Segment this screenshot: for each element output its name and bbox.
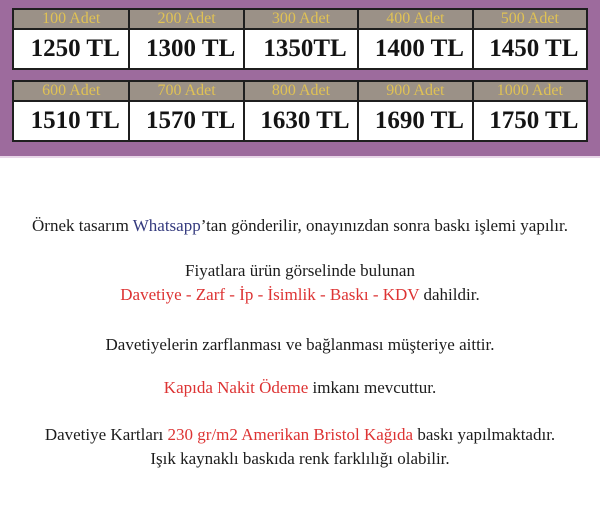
price-table-600-1000 [12, 80, 588, 142]
qty-header-cell: 400 Adet [357, 10, 471, 30]
qty-header-cell: 300 Adet [243, 10, 357, 30]
whatsapp-brand-text: Whatsapp [132, 216, 201, 235]
price-cell: 1750 TL [472, 102, 586, 140]
price-cell: 1300 TL [128, 30, 242, 68]
qty-header-cell: 800 Adet [243, 82, 357, 102]
note-included-items [0, 283, 600, 307]
included-items-highlight: Davetiye - Zarf - İp - İsimlik - Baskı - KDV [120, 285, 420, 304]
note-sample-delivery [0, 214, 600, 238]
qty-header-cell: 700 Adet [128, 82, 242, 102]
note-sample-post: ’tan gönderilir, onayınızdan sonra baskı işlemi yapılır. [200, 216, 568, 235]
qty-header-cell: 100 Adet [14, 10, 128, 30]
paper-highlight: 230 gr/m2 Amerikan Bristol Kağıda [167, 425, 414, 444]
payment-highlight: Kapıda Nakit Ödeme [163, 378, 309, 397]
pricing-banner [0, 0, 600, 158]
note-sample-pre: Örnek tasarım [32, 216, 133, 235]
qty-header-cell: 200 Adet [128, 10, 242, 30]
payment-post: imkanı mevcuttur. [308, 378, 437, 397]
price-cell: 1570 TL [128, 102, 242, 140]
price-table-100-500 [12, 8, 588, 70]
price-cell: 1350TL [243, 30, 357, 68]
qty-header-cell: 600 Adet [14, 82, 128, 102]
price-cell: 1450 TL [472, 30, 586, 68]
paper-post: baskı yapılmaktadır. [413, 425, 556, 444]
note-envelope-responsibility: Davetiyelerin zarflanması ve bağlanması müşteriye aittir. [105, 335, 495, 354]
note-included-intro: Fiyatlara ürün görselinde bulunan [185, 261, 415, 280]
note-paper-type [0, 423, 600, 447]
note-cash-on-delivery [0, 376, 600, 400]
note-color-difference: Işık kaynaklı baskıda renk farklılığı olabilir. [150, 449, 450, 468]
price-cell: 1630 TL [243, 102, 357, 140]
included-items-post: dahildir. [419, 285, 480, 304]
qty-header-cell: 900 Adet [357, 82, 471, 102]
product-notes [0, 214, 600, 471]
price-cell: 1690 TL [357, 102, 471, 140]
price-cell: 1510 TL [14, 102, 128, 140]
paper-pre: Davetiye Kartları [44, 425, 168, 444]
price-cell: 1400 TL [357, 30, 471, 68]
qty-header-cell: 1000 Adet [472, 82, 586, 102]
qty-header-cell: 500 Adet [472, 10, 586, 30]
price-cell: 1250 TL [14, 30, 128, 68]
